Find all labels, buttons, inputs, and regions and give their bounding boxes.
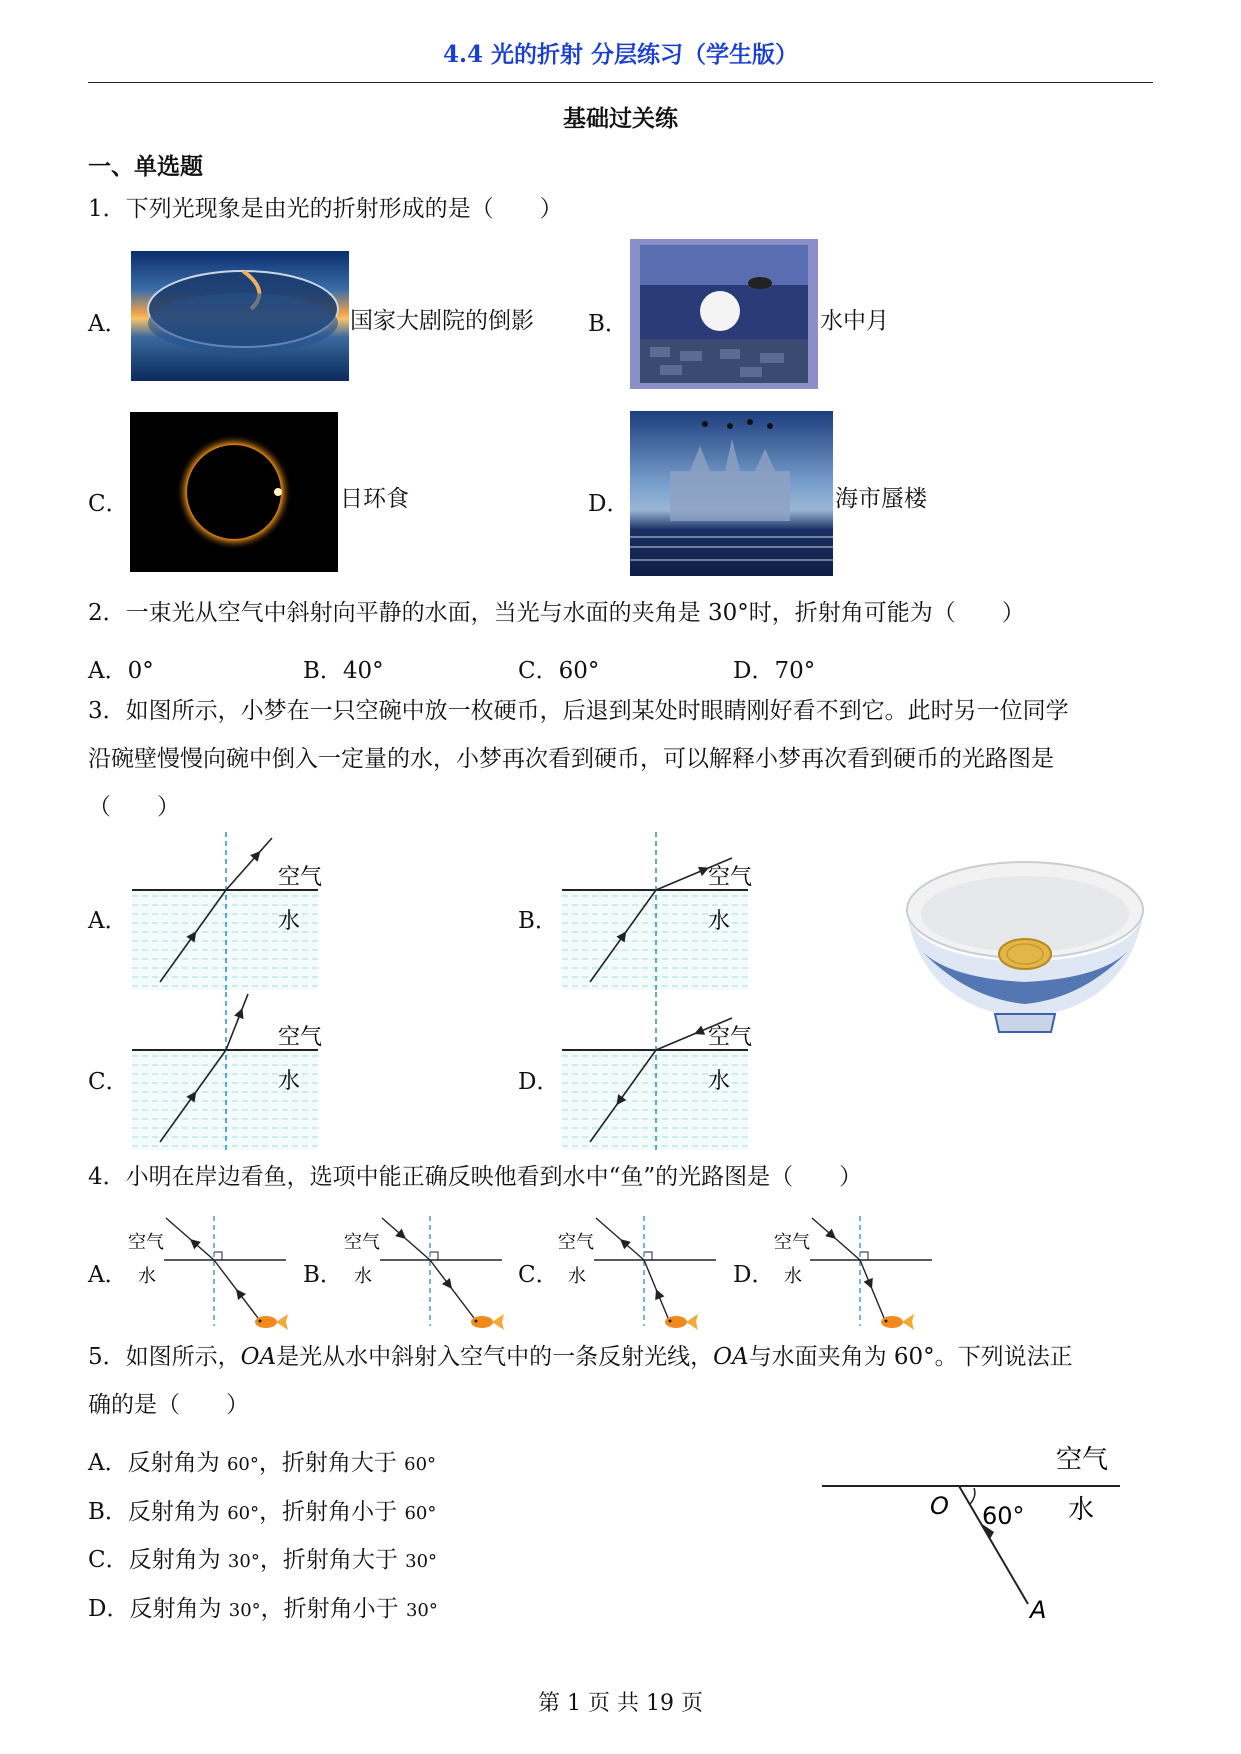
- right-angle-mark: [860, 1252, 868, 1260]
- refracted-ray: [226, 994, 248, 1050]
- fish-icon: [881, 1314, 914, 1330]
- q3-bowl-photo: [905, 858, 1145, 1036]
- q1-option-b-letter: B．: [588, 311, 628, 337]
- fish-icon: [255, 1314, 288, 1330]
- q5-option-d-value1: 30°: [228, 1600, 261, 1621]
- fish-tail: [492, 1314, 504, 1330]
- q5-angle-label: 60°: [982, 1502, 1025, 1530]
- q2-option-a: A．0°: [88, 658, 154, 684]
- q3-diagram-d: [560, 992, 760, 1152]
- q5-option-c-text1: 反射角为: [128, 1547, 221, 1573]
- q3-stem-line2: 沿碗壁慢慢向碗中倒入一定量的水，小梦再次看到硬币，可以解释小梦再次看到硬币的光路图是: [88, 746, 1054, 772]
- q5-option-c-value1: 30°: [227, 1551, 260, 1572]
- q1-option-d-caption: 海市蜃楼: [835, 486, 927, 512]
- water-ray-arrow: [236, 1289, 246, 1300]
- q5-option-b: [88, 1493, 436, 1526]
- q5-option-b-value2: 60°: [404, 1503, 437, 1524]
- q4-stem: 4．小明在岸边看鱼，选项中能正确反映他看到水中“鱼”的光路图是（ ）: [88, 1164, 863, 1190]
- q5-option-a-text2: ，折射角大于: [258, 1450, 397, 1476]
- q5-option-b-letter: B．: [88, 1499, 128, 1525]
- q5-option-a-value1: 60°: [226, 1454, 259, 1475]
- water-label: 水: [708, 909, 731, 934]
- q2-stem: 2．一束光从空气中斜射向平静的水面，当光与水面的夹角是 30°时，折射角可能为（ ）: [88, 600, 1025, 626]
- q1-stem: 1．下列光现象是由光的折射形成的是（ ）: [88, 196, 563, 222]
- q5-option-a-text1: 反射角为: [127, 1450, 220, 1476]
- water-region: [132, 1050, 318, 1150]
- water-label: 水: [568, 1266, 586, 1287]
- q5-option-d-text2: ，折射角小于: [260, 1596, 399, 1622]
- air-label: 空气: [774, 1232, 810, 1253]
- q5-option-b-value1: 60°: [227, 1503, 260, 1524]
- water-label: 水: [278, 1069, 301, 1094]
- water-region: [562, 890, 748, 990]
- water-label: 水: [354, 1266, 372, 1287]
- right-angle-mark: [214, 1252, 222, 1260]
- q5-option-d: [88, 1590, 438, 1623]
- fish-tail: [276, 1314, 288, 1330]
- q5-option-c-value2: 30°: [405, 1551, 438, 1572]
- q5-option-a-value2: 60°: [404, 1454, 437, 1475]
- section-title: 基础过关练: [563, 105, 678, 132]
- q2-option-c: C．60°: [518, 658, 600, 684]
- right-angle-mark: [644, 1252, 652, 1260]
- q4-option-c-letter: C．: [518, 1262, 559, 1288]
- header-rule: [88, 82, 1153, 83]
- page-footer: 第 1 页 共 19 页: [538, 1691, 703, 1716]
- q3-stem-line3: （ ）: [88, 794, 180, 820]
- right-angle-mark: [430, 1252, 438, 1260]
- q5-oa-label-2: OA: [713, 1344, 749, 1370]
- fish-tail: [686, 1314, 698, 1330]
- q3-diagram-c: [130, 992, 330, 1152]
- air-label: 空气: [128, 1232, 164, 1253]
- air-label: 空气: [278, 865, 323, 890]
- refracted-ray: [226, 838, 272, 890]
- water-region: [562, 1050, 748, 1150]
- air-label: 空气: [708, 865, 753, 890]
- q1-option-d-letter: D．: [588, 491, 630, 517]
- q5-angle-arc: [970, 1488, 975, 1504]
- q4-option-d-letter: D．: [733, 1262, 775, 1288]
- q3-diagram-b: [560, 832, 760, 992]
- q5-diagram: [820, 1436, 1130, 1626]
- q5-stem-part3: 与水面夹角为 60°。下列说法正: [748, 1344, 1073, 1370]
- q3-option-c-letter: C．: [88, 1069, 129, 1095]
- q5-option-c: [88, 1541, 437, 1574]
- fish-eye: [475, 1320, 478, 1323]
- water-label: 水: [278, 909, 301, 934]
- q5-water-label: 水: [1068, 1495, 1095, 1525]
- q4-diagram-d: [772, 1214, 942, 1334]
- q1-photo-eclipse: [130, 412, 338, 572]
- q5-option-a-letter: A．: [88, 1450, 128, 1476]
- q3-stem-line1: 3．如图所示，小梦在一只空碗中放一枚硬币，后退到某处时眼睛刚好看不到它。此时另一位同学: [88, 698, 1069, 724]
- fish-body: [471, 1316, 493, 1328]
- q1-option-b-caption: 水中月: [820, 308, 889, 334]
- q5-stem-line2: 确的是（ ）: [88, 1392, 249, 1418]
- water-label: 水: [138, 1266, 156, 1287]
- water-region: [132, 890, 318, 990]
- q1-option-c-caption: 日环食: [340, 486, 409, 512]
- air-label: 空气: [708, 1025, 753, 1050]
- air-label: 空气: [558, 1232, 594, 1253]
- fish-eye: [885, 1320, 888, 1323]
- q3-option-d-letter: D．: [518, 1069, 560, 1095]
- q5-oa-label: OA: [240, 1344, 277, 1370]
- q5-option-a: [88, 1444, 436, 1477]
- q5-point-a: A: [1030, 1596, 1047, 1624]
- q1-option-a-letter: A．: [88, 311, 128, 337]
- air-label: 空气: [278, 1025, 323, 1050]
- q3-option-b-letter: B．: [518, 908, 558, 934]
- q1-photo-moon-water: [630, 239, 818, 389]
- q5-stem-part1: 5．如图所示，: [88, 1344, 241, 1370]
- fish-icon: [471, 1314, 504, 1330]
- fish-tail: [902, 1314, 914, 1330]
- air-label: 空气: [344, 1232, 380, 1253]
- q5-option-d-letter: D．: [88, 1596, 130, 1622]
- q5-option-c-letter: C．: [88, 1547, 129, 1573]
- q5-option-d-text1: 反射角为: [129, 1596, 222, 1622]
- q1-option-c-letter: C．: [88, 491, 129, 517]
- fish-body: [665, 1316, 687, 1328]
- q5-air-label: 空气: [1056, 1445, 1109, 1475]
- q5-option-c-text2: ，折射角大于: [259, 1547, 398, 1573]
- q5-stem-part2: 是光从水中斜射入空气中的一条反射光线，: [276, 1344, 714, 1370]
- fish-body: [881, 1316, 903, 1328]
- water-ray-arrow: [442, 1278, 452, 1289]
- fish-eye: [259, 1320, 262, 1323]
- fish-icon: [665, 1314, 698, 1330]
- q4-diagram-a: [126, 1214, 296, 1334]
- fish-body: [255, 1316, 277, 1328]
- water-label: 水: [784, 1266, 802, 1287]
- q5-option-b-text2: ，折射角小于: [259, 1499, 398, 1525]
- q4-option-a-letter: A．: [88, 1262, 128, 1288]
- part-heading: 一、单选题: [88, 153, 203, 180]
- fish-eye: [669, 1320, 672, 1323]
- q2-option-d: D．70°: [733, 658, 816, 684]
- q3-option-a-letter: A．: [88, 908, 128, 934]
- q2-option-b: B．40°: [303, 658, 384, 684]
- q4-option-b-letter: B．: [303, 1262, 343, 1288]
- document-title: 4.4 光的折射 分层练习（学生版）: [442, 41, 799, 68]
- q4-diagram-b: [342, 1214, 512, 1334]
- q5-option-b-text1: 反射角为: [127, 1499, 220, 1525]
- q5-option-d-value2: 30°: [405, 1600, 438, 1621]
- q1-photo-mirage: [630, 411, 833, 576]
- q5-stem-line1: [88, 1346, 1073, 1369]
- q3-diagram-a: [130, 832, 330, 992]
- water-label: 水: [708, 1069, 731, 1094]
- q4-diagram-c: [556, 1214, 726, 1334]
- q1-option-a-caption: 国家大剧院的倒影: [350, 308, 534, 334]
- q5-point-o: O: [930, 1492, 949, 1520]
- q1-photo-theater: [131, 251, 349, 381]
